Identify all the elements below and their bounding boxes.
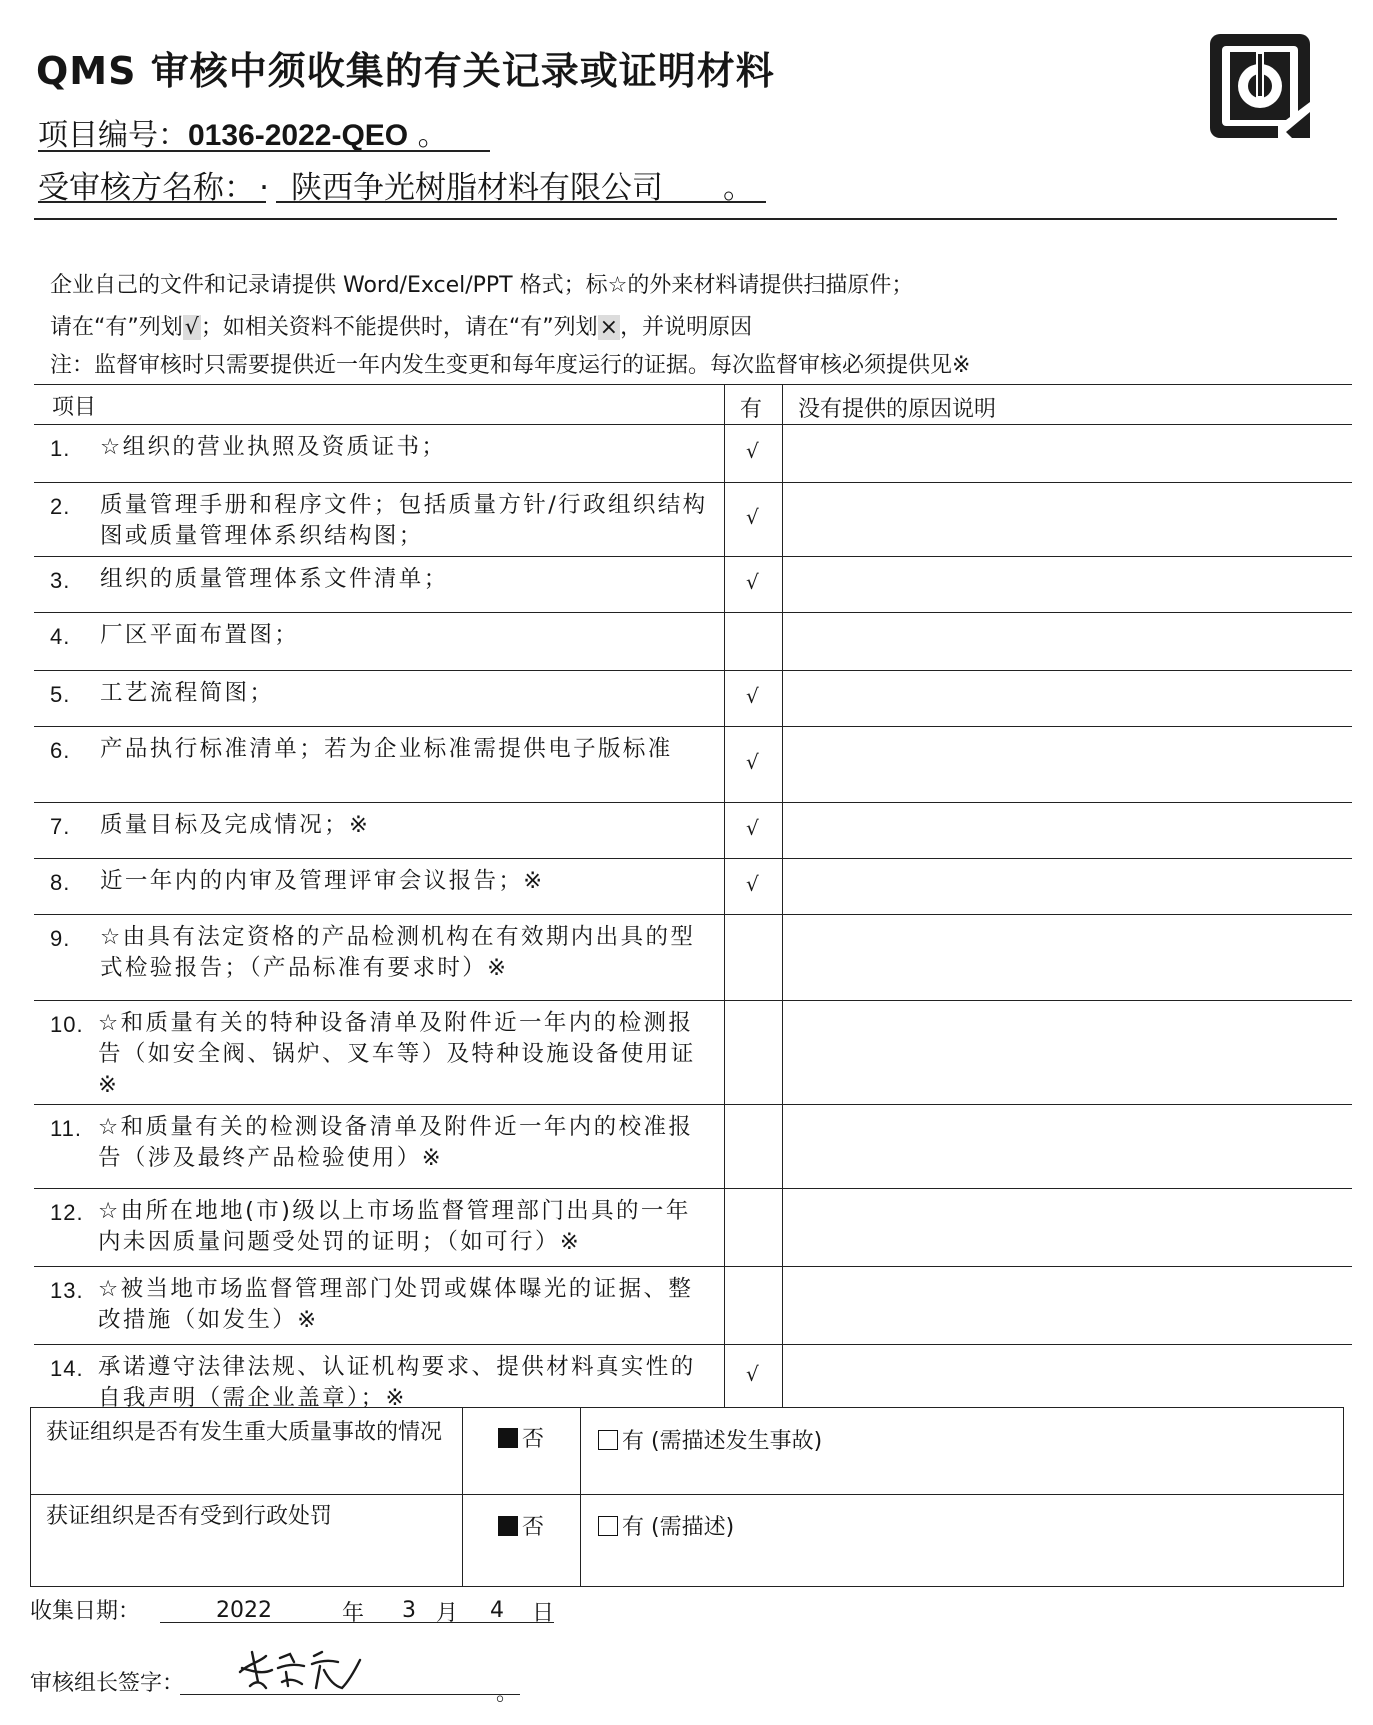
table-header-line (34, 424, 1352, 425)
auditee-underline-value (276, 201, 766, 203)
row-number: 7. (50, 814, 71, 839)
date-label: 收集日期： (30, 1599, 141, 1624)
checked-box-icon (498, 1428, 518, 1448)
auditee-underline-label (38, 201, 266, 203)
box-right-line (1343, 1407, 1344, 1586)
box-left-line (30, 1407, 31, 1586)
row-number: 11. (50, 1116, 82, 1141)
have-check-mark: √ (746, 872, 759, 896)
row-number: 2. (50, 494, 71, 519)
row-description: ☆被当地市场监督管理部门处罚或媒体曝光的证据、整改措施（如发生）※ (98, 1276, 694, 1333)
table-row-line (34, 482, 1352, 483)
row-number: 5. (50, 682, 71, 707)
cross-mark-example: × (599, 315, 619, 340)
row-number: 1. (50, 436, 71, 461)
certification-logo (1208, 32, 1312, 140)
signer-underline (180, 1694, 520, 1695)
auditee-label: 受审核方名称： (38, 170, 255, 206)
checked-box-icon (498, 1516, 518, 1536)
accident-no-label: 否 (522, 1427, 545, 1452)
penalty-no-option[interactable] (498, 1510, 544, 1541)
penalty-no-label: 否 (522, 1515, 545, 1540)
have-check-mark: √ (746, 750, 759, 774)
box-bottom-line (30, 1586, 1344, 1587)
table-row-line (34, 802, 1352, 803)
note-line-2-a: 请在“有”列划 (50, 315, 183, 340)
row-description: ☆和质量有关的特种设备清单及附件近一年内的检测报告（如安全阀、锅炉、叉车等）及特种设施设备使用证※ (98, 1010, 696, 1098)
column-header-have: 有 (740, 397, 763, 422)
row-description: ☆组织的营业执照及资质证书； (100, 434, 447, 460)
row-number: 13. (50, 1278, 84, 1303)
row-number: 10. (50, 1012, 84, 1037)
table-row-line (34, 1104, 1352, 1105)
accident-question: 获证组织是否有发生重大质量事故的情况 (46, 1420, 443, 1445)
table-row-line (34, 726, 1352, 727)
table-row-line (34, 1344, 1352, 1345)
have-check-mark: √ (746, 439, 759, 463)
header-rule (34, 218, 1337, 220)
date-day-unit: 日 (532, 1601, 555, 1626)
row-description: ☆由具有法定资格的产品检测机构在有效期内出具的型式检验报告；（产品标准有要求时）※ (100, 924, 696, 981)
project-number-value: 0136-2022-QEO (188, 119, 409, 152)
row-description: 质量目标及完成情况；※ (100, 812, 371, 838)
table-row-line (34, 1266, 1352, 1267)
table-col-divider (782, 384, 783, 1407)
table-row-line (34, 612, 1352, 613)
auditee-value: 陕西争光树脂材料有限公司 (291, 170, 663, 206)
accident-no-option[interactable] (498, 1422, 544, 1453)
have-check-mark: √ (746, 570, 759, 594)
row-description: 厂区平面布置图； (100, 622, 300, 648)
project-number (38, 110, 448, 154)
box-top-line (30, 1407, 1344, 1408)
row-description: 承诺遵守法律法规、认证机构要求、提供材料真实性的自我声明（需企业盖章）；※ (98, 1354, 696, 1411)
box-mid-line (30, 1494, 1344, 1495)
penalty-question: 获证组织是否有受到行政处罚 (46, 1504, 333, 1529)
column-header-item: 项目 (52, 395, 97, 420)
table-row-line (34, 556, 1352, 557)
row-description: 近一年内的内审及管理评审会议报告；※ (100, 868, 545, 894)
row-description: 工艺流程简图； (100, 680, 275, 706)
handwritten-signature (230, 1642, 370, 1694)
date-year-unit: 年 (342, 1601, 365, 1626)
row-description: 质量管理手册和程序文件；包括质量方针/行政组织结构图或质量管理体系织结构图； (100, 492, 708, 549)
document-title: QMS 审核中须收集的有关记录或证明材料 (36, 49, 775, 93)
project-underline (38, 150, 490, 152)
row-description: 产品执行标准清单；若为企业标准需提供电子版标准 (100, 736, 673, 762)
date-underline (160, 1622, 554, 1623)
signer-suffix: 。 (496, 1681, 519, 1706)
unchecked-box-icon (598, 1430, 618, 1450)
table-row-line (34, 1188, 1352, 1189)
accident-yes-label: 有 (需描述发生事故) (622, 1429, 823, 1454)
unchecked-box-icon (598, 1516, 618, 1536)
note-line-3: 注：监督审核时只需要提供近一年内发生变更和每年度运行的证据。每次监督审核必须提供见※ (50, 353, 971, 378)
have-check-mark: √ (746, 505, 759, 529)
have-check-mark: √ (746, 816, 759, 840)
auditee-suffix: 。 (723, 170, 754, 206)
auditee-dot: · (259, 170, 269, 206)
note-line-1: 企业自己的文件和记录请提供 Word/Excel/PPT 格式；标☆的外来材料请提供扫描原件； (50, 273, 914, 298)
box-col2-line (580, 1407, 581, 1586)
have-check-mark: √ (746, 684, 759, 708)
table-row-line (34, 858, 1352, 859)
row-number: 3. (50, 568, 71, 593)
row-number: 14. (50, 1356, 84, 1381)
have-check-mark: √ (746, 1362, 759, 1386)
row-number: 8. (50, 870, 71, 895)
row-number: 4. (50, 624, 71, 649)
row-number: 9. (50, 926, 71, 951)
project-number-label: 项目编号： (38, 118, 188, 153)
note-line-2-c: ，并说明原因 (620, 315, 753, 340)
accident-yes-option[interactable] (598, 1424, 822, 1455)
date-month-unit: 月 (436, 1601, 459, 1626)
row-description: ☆和质量有关的检测设备清单及附件近一年内的校准报告（涉及最终产品检验使用）※ (98, 1114, 694, 1171)
note-line-2 (50, 310, 752, 341)
box-col1-line (462, 1407, 463, 1586)
table-row-line (34, 914, 1352, 915)
project-number-suffix: 。 (408, 118, 448, 153)
date-month: 3 (402, 1598, 416, 1623)
note-line-2-b: ；如相关资料不能提供时，请在“有”列划 (200, 315, 598, 340)
row-description: 组织的质量管理体系文件清单； (100, 566, 449, 592)
date-year: 2022 (216, 1598, 272, 1623)
row-number: 12. (50, 1200, 84, 1225)
table-row-line (34, 1000, 1352, 1001)
date-day: 4 (490, 1598, 504, 1623)
row-number: 6. (50, 738, 71, 763)
table-col-divider (724, 384, 725, 1407)
check-mark-example: √ (184, 315, 199, 340)
table-top-line (34, 384, 1352, 385)
row-description: ☆由所在地地(市)级以上市场监督管理部门出具的一年内未因质量问题受处罚的证明；（如可行）※ (98, 1198, 691, 1255)
signer-label: 审核组长签字： (30, 1671, 185, 1696)
penalty-yes-option[interactable] (598, 1510, 734, 1541)
column-header-reason: 没有提供的原因说明 (798, 397, 997, 422)
table-row-line (34, 670, 1352, 671)
penalty-yes-label: 有 (需描述) (622, 1515, 735, 1540)
